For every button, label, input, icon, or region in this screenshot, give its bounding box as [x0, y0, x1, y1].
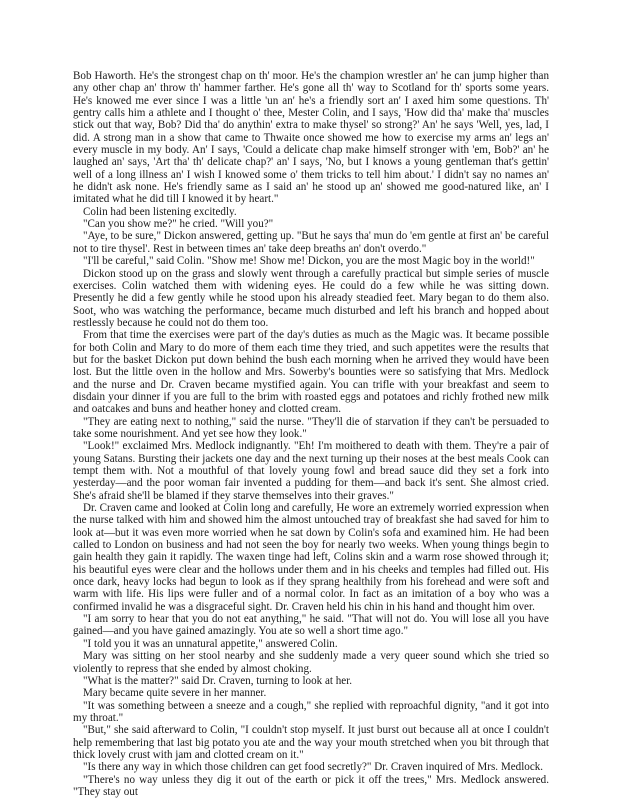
paragraph: Mary was sitting on her stool nearby and she suddenly made a very queer sound which she tried so violently to repress that she ended by almost choking.	[73, 650, 549, 675]
paragraph: From that time the exercises were part of the day's duties as much as the Magic was. It became possible for both Colin and Mary to do more of them each time they tried, and such appetites were the results that but for the basket Dickon put down behind the bush each morning when he arrived they would have been lost. But the little oven in the hollow and Mrs. Sowerby's bounties were so satisfying that Mrs. Medlock and the nurse and Dr. Craven became mystified again. You can trifle with your breakfast and seem to disdain your dinner if you are full to the brim with roasted eggs and potatoes and richly frothed new milk and oatcakes and buns and heather honey and clotted cream.	[73, 329, 549, 416]
paragraph: "What is the matter?" said Dr. Craven, turning to look at her.	[83, 674, 353, 687]
paragraph: "Aye, to be sure," Dickon answered, getting up. "But he says tha' mun do 'em gentle at first an' be careful not to tire thysel'. Rest in between times an' take deep breaths an' don't overdo."	[73, 230, 549, 255]
paragraph: Dickon stood up on the grass and slowly went through a carefully practical but simple series of muscle exercises. Colin watched them with widening eyes. He could do a few while he was sitting down. Presently he did a few gently while he stood upon his already steadied feet. Mary began to do them also. Soot, who was watching the performance, became much disturbed and left his branch and hopped about restlessly because he could not do them too.	[73, 267, 549, 329]
paragraph: "Is there any way in which those children can get food secretly?" Dr. Craven inquired of Mrs. Medlock.	[83, 761, 544, 774]
paragraph: "But," she said afterward to Colin, "I couldn't stop myself. It just burst out because all at once I couldn't help remembering that last big potato you ate and the way your mouth stretched when you bit through that thick lovely crust with jam and clotted cream on it."	[73, 724, 549, 761]
paragraph: "Can you show me?" he cried. "Will you?"	[83, 218, 274, 231]
paragraph: Mary became quite severe in her manner.	[83, 687, 267, 700]
paragraph: Dr. Craven came and looked at Colin long and carefully, He wore an extremely worried expression when the nurse talked with him and showed him the almost untouched tray of breakfast she had saved for him to look at—but it was even more worried when he sat down by Colin's sofa and examined him. He had been called to London on business and had not seen the boy for nearly two weeks. When young things begin to gain health they gain it rapidly. The waxen tinge had left, Colins skin and a warm rose showed through it; his beautiful eyes were clear and the hollows under them and in his cheeks and temples had filled out. His once dark, heavy locks had begun to look as if they sprang healthily from his forehead and were soft and warm with life. His lips were fuller and of a normal color. In fact as an imitation of a boy who was a confirmed invalid he was a disgraceful sight. Dr. Craven held his chin in his hand and thought him over.	[73, 502, 549, 613]
paragraph: "There's no way unless they dig it out of the earth or pick it off the trees," Mrs. Medlock answered. "They stay out	[73, 773, 549, 798]
paragraph: "I am sorry to hear that you do not eat anything," he said. "That will not do. You will lose all you have gained—and you have gained amazingly. You ate so well a short time ago."	[73, 613, 549, 638]
paragraph: "They are eating next to nothing," said the nurse. "They'll die of starvation if they can't be persuaded to take some nourishment. And yet see how they look."	[73, 415, 549, 440]
paragraph: Bob Haworth. He's the strongest chap on th' moor. He's the champion wrestler an' he can jump higher than any other chap an' throw th' hammer farther. He's gone all th' way to Scotland for th' sports some years. He's knowed me ever since I was a little 'un an' he's a friendly sort an' I axed him some questions. Th' gentry calls him a athlete and I thought o' thee, Mester Colin, and I says, 'How did tha' make tha' muscles stick out that way, Bob? Did tha' do anythin' extra to make thysel' so strong?' An' he says 'Well, yes, lad, I did. A strong man in a show that came to Thwaite once showed me how to exercise my arms an' legs an' every muscle in my body. An' I says, 'Could a delicate chap make himself stronger with 'em, Bob?' an' he laughed an' says, 'Art tha' th' delicate chap?' an' I says, 'No, but I knows a young gentleman that's gettin' well of a long illness an' I wish I knowed some o' them tricks to tell him about.' I didn't say no names an' he didn't ask none. He's friendly same as I said an' he stood up an' showed me good-natured like, an' I imitated what he did till I knowed it by heart."	[73, 70, 549, 206]
paragraph: "I'll be careful," said Colin. "Show me! Show me! Dickon, you are the most Magic boy in the world!"	[83, 255, 535, 268]
paragraph: "I told you it was an unnatural appetite," answered Colin.	[83, 637, 338, 650]
document-page	[73, 70, 549, 798]
paragraph: Colin had been listening excitedly.	[83, 205, 237, 218]
paragraph: "It was something between a sneeze and a cough," she replied with reproachful dignity, "and it got into my throat."	[73, 699, 549, 724]
paragraph: "Look!" exclaimed Mrs. Medlock indignantly. "Eh! I'm moithered to death with them. They're a pair of young Satans. Bursting their jackets one day and the next turning up their noses at the best meals Cook can tempt them with. Not a mouthful of that lovely young fowl and bread sauce did they set a fork into yesterday—and the poor woman fair invented a pudding for them—and back it's sent. She almost cried. She's afraid she'll be blamed if they starve themselves into their graves."	[73, 440, 549, 502]
